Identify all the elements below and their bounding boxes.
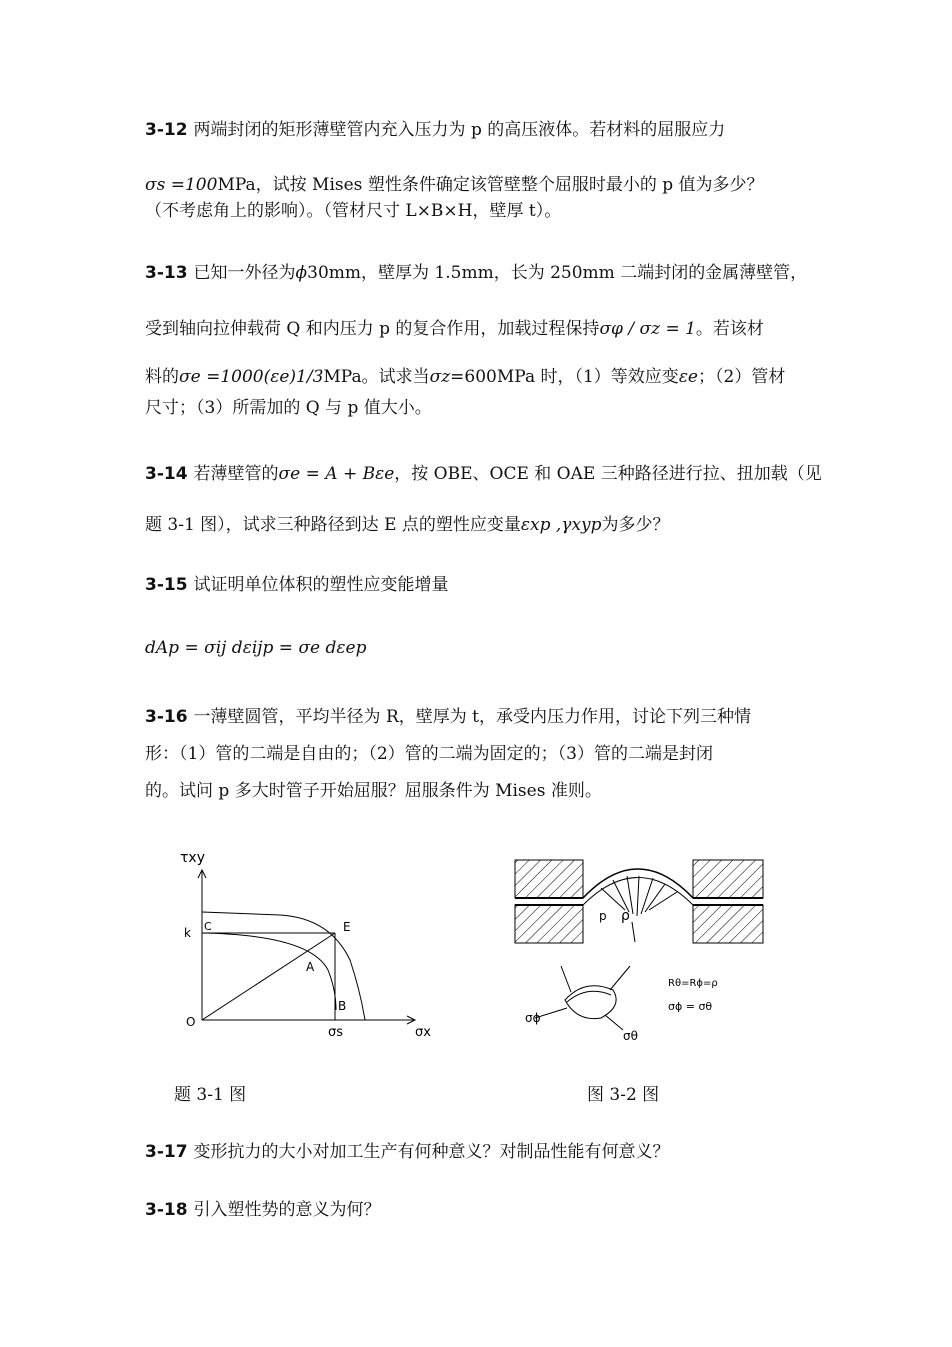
text: 两端封闭的矩形薄壁管内充入压力为 p 的高压液体。若材料的屈服应力 bbox=[193, 120, 726, 140]
text: （不考虑角上的影响）。（管材尺寸 L×B×H，壁厚 t）。 bbox=[145, 201, 562, 221]
right-bottom-block bbox=[693, 905, 763, 943]
math-epsilon-e: εe bbox=[678, 367, 698, 387]
left-top-block bbox=[515, 860, 583, 898]
problem-3-12-line-1 bbox=[145, 119, 810, 141]
math-phi: ϕ bbox=[295, 263, 308, 283]
pressure-arrows bbox=[601, 876, 677, 916]
text: 。若该材 bbox=[695, 319, 764, 339]
problem-3-16-line-3 bbox=[145, 780, 810, 802]
problem-3-14-line-2 bbox=[145, 514, 810, 536]
rho-label: ρ bbox=[621, 908, 630, 924]
text: MPa。试求当 bbox=[323, 367, 430, 387]
math-strain: εxp ,γxyp bbox=[520, 515, 602, 535]
problem-3-18 bbox=[145, 1199, 810, 1221]
p-label: p bbox=[599, 909, 607, 923]
text: 的。试问 p 多大时管子开始屈服？屈服条件为 Mises 准则。 bbox=[145, 781, 602, 801]
math-sigma-z: σz bbox=[429, 367, 451, 387]
a-label: A bbox=[306, 960, 315, 974]
formula: dAp = σij dεijp = σe dεep bbox=[145, 638, 367, 658]
problem-number: 3-18 bbox=[145, 1200, 188, 1220]
figure-3-1 bbox=[160, 840, 450, 1050]
sigma-theta-label: σθ bbox=[623, 1029, 638, 1043]
e-label: E bbox=[343, 920, 351, 934]
text: 试证明单位体积的塑性应变能增量 bbox=[193, 575, 449, 595]
figure-3-2 bbox=[505, 850, 770, 1050]
problem-3-12-line-3 bbox=[145, 200, 810, 222]
o-label: O bbox=[186, 1015, 196, 1029]
problem-3-13-line-4 bbox=[145, 397, 810, 419]
text: MPa，试按 Mises 塑性条件确定该管壁整个屈服时最小的 p 值为多少？ bbox=[217, 175, 764, 195]
problem-3-15-line-1 bbox=[145, 574, 810, 596]
problem-3-13-line-1 bbox=[145, 262, 810, 284]
text: 尺寸；（3）所需加的 Q 与 p 值大小。 bbox=[145, 398, 432, 418]
problem-number: 3-14 bbox=[145, 464, 188, 484]
math-sigma-s: σs =100 bbox=[145, 175, 218, 195]
shell-element bbox=[565, 986, 616, 1019]
text: 题 3-1 图），试求三种路径到达 E 点的塑性应变量 bbox=[145, 515, 521, 535]
problem-3-14-line-1 bbox=[145, 463, 822, 485]
text: 为多少？ bbox=[601, 515, 670, 535]
problem-3-16-line-2 bbox=[145, 743, 810, 765]
problem-3-13-line-2 bbox=[145, 318, 810, 340]
sigma-x-label: σx bbox=[415, 1025, 431, 1040]
problem-number: 3-15 bbox=[145, 575, 188, 595]
problem-3-12-line-2 bbox=[145, 174, 810, 196]
text: =600MPa 时，（1）等效应变 bbox=[450, 367, 679, 387]
text: 受到轴向拉伸载荷 Q 和内压力 p 的复合作用，加载过程保持 bbox=[145, 319, 600, 339]
text: 引入塑性势的意义为何？ bbox=[193, 1200, 381, 1220]
text: 料的 bbox=[145, 367, 179, 387]
left-bottom-block bbox=[515, 905, 583, 943]
text: 形：（1）管的二端是自由的；（2）管的二端为固定的；（3）管的二端是封闭 bbox=[145, 744, 713, 764]
b-label: B bbox=[338, 999, 347, 1013]
problem-number: 3-16 bbox=[145, 707, 188, 727]
text: 一薄壁圆管，平均半径为 R，壁厚为 t，承受内压力作用，讨论下列三种情 bbox=[193, 707, 751, 727]
tau-label: τxy bbox=[180, 850, 205, 866]
figure-3-1-caption: 题 3-1 图 bbox=[174, 1085, 247, 1105]
text: ，按 OBE、OCE 和 OAE 三种路径进行拉、扭加载（见 bbox=[394, 464, 822, 484]
problem-3-17 bbox=[145, 1141, 810, 1163]
inner-yield-curve bbox=[202, 933, 336, 1010]
figure-3-2-caption: 图 3-2 图 bbox=[587, 1085, 660, 1105]
stress-equation: σϕ = σθ bbox=[668, 1000, 713, 1013]
problem-3-15-formula bbox=[145, 637, 810, 659]
k-label: k bbox=[184, 926, 191, 940]
oe-line bbox=[202, 933, 335, 1020]
problem-number: 3-17 bbox=[145, 1142, 188, 1162]
problem-3-16-line-1 bbox=[145, 706, 810, 728]
text: 变形抗力的大小对加工生产有何种意义？对制品性能有何意义？ bbox=[193, 1142, 670, 1162]
right-top-block bbox=[693, 860, 763, 898]
problem-number: 3-12 bbox=[145, 120, 188, 140]
math-sigma-e: σe =1000(εe)1/3 bbox=[179, 367, 324, 387]
sigma-s-label: σs bbox=[328, 1025, 344, 1040]
problem-3-13-line-3 bbox=[145, 366, 810, 388]
math-sigma-e: σe = A + Bεe bbox=[278, 464, 395, 484]
text: 已知一外径为 bbox=[193, 263, 296, 283]
c-label: C bbox=[204, 920, 212, 933]
math-ratio: σφ / σz = 1 bbox=[599, 319, 696, 339]
text: ；（2）管材 bbox=[698, 367, 786, 387]
text: 若薄壁管的 bbox=[193, 464, 279, 484]
sigma-phi-label: σϕ bbox=[525, 1011, 541, 1025]
problem-number: 3-13 bbox=[145, 263, 188, 283]
radius-equation: Rθ=Rϕ=ρ bbox=[668, 978, 718, 989]
text: 30mm，壁厚为 1.5mm，长为 250mm 二端封闭的金属薄壁管， bbox=[307, 263, 808, 283]
